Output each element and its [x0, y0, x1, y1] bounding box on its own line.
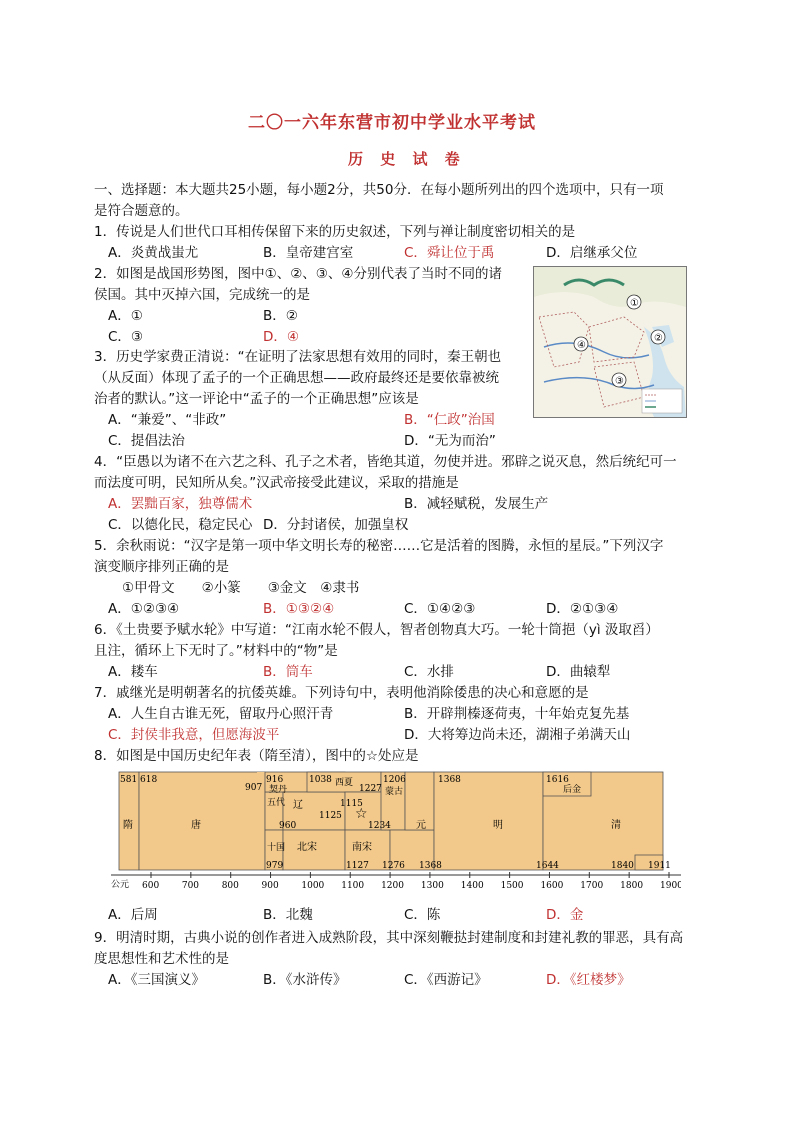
dynasty-liao: 辽	[293, 800, 303, 811]
question-stem-line2: 度思想性和艺术性的是	[94, 951, 229, 967]
year-label: 1227	[359, 784, 382, 794]
axis-tick-label: 700	[181, 881, 200, 891]
option-b: B．①③②④	[263, 601, 335, 617]
axis-prefix: 公元	[111, 880, 130, 890]
question-stem-line2: 且注，循环上下无时了。”材料中的“物”是	[94, 643, 338, 659]
axis-tick-label: 1900	[660, 881, 681, 891]
question-stem-line3: 治者的默认。”这一评论中“孟子的一个正确思想”应该是	[94, 391, 419, 407]
dynasty-beisong: 北宋	[297, 842, 317, 853]
year-label: 1206	[383, 775, 406, 785]
question-stem-line2: 演变顺序排列正确的是	[94, 559, 229, 575]
map-label-4: ④	[577, 340, 586, 351]
year-label: 1840	[611, 861, 634, 871]
dynasty-tang: 唐	[191, 820, 201, 831]
option-c: C．封侯非我意，但愿海波平	[108, 727, 280, 743]
dynasty-yuan: 元	[416, 820, 426, 831]
map-label-3: ③	[615, 376, 624, 387]
map-label-2: ②	[654, 333, 663, 344]
warring-states-map	[533, 266, 687, 418]
option-a: A．人生自古谁无死，留取丹心照汗青	[108, 706, 334, 722]
exam-title: 二〇一六年东营市初中学业水平考试	[248, 113, 536, 133]
option-d: D．金	[546, 907, 584, 923]
year-label: 1127	[346, 861, 369, 871]
option-d: D．曲辕犁	[546, 664, 611, 680]
year-label: 960	[279, 821, 297, 831]
option-b: B．②	[263, 308, 298, 324]
axis-tick-label: 1800	[620, 881, 644, 891]
year-label: 1616	[546, 775, 569, 785]
dynasty-xixia: 西夏	[335, 778, 354, 788]
dynasty-timeline	[111, 770, 681, 900]
question-8-stem: 8．如图是中国历史纪年表（隋至清），图中的☆处应是	[94, 748, 419, 764]
axis-tick-label: 1200	[381, 881, 404, 891]
section-intro-line2: 是符合题意的。	[94, 203, 189, 219]
question-stem-line2: （从反面）体现了孟子的一个正确思想——政府最终还是要依靠被统	[94, 370, 499, 386]
option-a: A．①②③④	[108, 601, 180, 617]
question-stem-line1: 6．《土贵要予赋水轮》中写道：“江南水轮不假人，智者创物真大巧。一轮十筒挹（yì 汲取舀）	[94, 622, 659, 638]
axis-tick-label: 1100	[341, 881, 365, 891]
year-label: 618	[140, 775, 158, 785]
exam-subtitle: 历 史 试 卷	[348, 150, 466, 168]
option-d: D．②①③④	[546, 601, 619, 617]
year-label: 1368	[419, 861, 442, 871]
option-a: A．罢黜百家，独尊儒术	[108, 496, 253, 512]
axis-tick-label: 1500	[500, 881, 524, 891]
question-stem-line1: 2．如图是战国形势图，图中①、②、③、④分别代表了当时不同的诸	[94, 266, 502, 282]
axis-tick-label: 800	[221, 881, 239, 891]
option-a: A．炎黄战蚩尤	[108, 245, 199, 261]
year-label: 916	[266, 775, 284, 785]
axis-tick-label: 1400	[460, 881, 484, 891]
option-a: A．后周	[108, 907, 158, 923]
question-stem: 7．戚继光是明朝著名的抗倭英雄。下列诗句中，表明他消除倭患的决心和意愿的是	[94, 685, 589, 701]
option-b: B．北魏	[263, 907, 313, 923]
option-d: D．④	[263, 329, 299, 345]
year-label: 1368	[438, 775, 461, 785]
year-label: 907	[245, 783, 263, 793]
option-b: B．减轻赋税，发展生产	[404, 496, 549, 512]
dynasty-qing: 清	[611, 820, 621, 831]
dynasty-wudai: 五代	[267, 798, 286, 808]
year-label: 1644	[536, 861, 559, 871]
axis-tick-label: 900	[261, 881, 279, 891]
axis-tick-label: 1600	[540, 881, 564, 891]
option-b: B．开辟荆榛逐荷夷，十年始克复先基	[404, 706, 630, 722]
dynasty-menggu: 蒙古	[385, 787, 404, 797]
option-d: D．大将筹边尚未还，湖湘子弟满天山	[404, 727, 631, 743]
year-label: 1911	[648, 861, 671, 871]
year-label: 979	[266, 861, 284, 871]
year-label: 1115	[340, 799, 363, 809]
question-stem-line1: 3．历史学家费正清说：“在证明了法家思想有效用的同时，秦王朝也	[94, 349, 502, 365]
option-c: C．舜让位于禹	[404, 245, 495, 261]
star-marker: ☆	[355, 806, 368, 822]
section-intro-line1: 一、选择题：本大题共25小题，每小题2分，共50分．在每小题所列出的四个选项中，只有一项	[94, 182, 664, 198]
year-label: 1038	[309, 775, 332, 785]
option-d: D．“无为而治”	[404, 433, 496, 449]
option-c: C．《西游记》	[404, 972, 488, 988]
question-stem-line2: 侯国。其中灭掉六国，完成统一的是	[94, 287, 310, 303]
dynasty-nansong: 南宋	[352, 842, 372, 853]
option-b: B．筒车	[263, 664, 313, 680]
question-stem-line1: 5．余秋雨说：“汉字是第一项中华文明长寿的秘密……它是活着的图腾，永恒的星辰。”下列汉字	[94, 538, 664, 554]
axis-tick-label: 600	[142, 881, 160, 891]
option-b: B．皇帝建宫室	[263, 245, 354, 261]
axis-tick-label: 1300	[420, 881, 444, 891]
dynasty-ming: 明	[493, 820, 503, 831]
dynasty-qidan: 契丹	[269, 785, 288, 795]
question-stem-line1: 9．明清时期，古典小说的创作者进入成熟阶段，其中深刻鞭挞封建制度和封建礼教的罪恶，具有高	[94, 930, 684, 946]
option-d: D．《红楼梦》	[546, 972, 631, 988]
year-label: 581	[120, 775, 138, 785]
option-c: C．③	[108, 329, 144, 345]
question-stem-line2: 而法度可明，民知所从矣。”汉武帝接受此建议，采取的措施是	[94, 475, 459, 491]
dynasty-shiguo: 十国	[267, 843, 286, 853]
year-label: 1234	[368, 821, 391, 831]
question-stem-line1: 4．“臣愚以为诸不在六艺之科、孔子之术者，皆绝其道，勿使并进。邪辟之说灭息，然后统纪可一	[94, 454, 677, 470]
option-d: D．分封诸侯，加强皇权	[263, 517, 409, 533]
year-label: 1276	[382, 861, 405, 871]
axis-tick-label: 1700	[580, 881, 604, 891]
axis-tick-label: 1000	[301, 881, 325, 891]
option-a: A．耧车	[108, 664, 158, 680]
question-stem: 1．传说是人们世代口耳相传保留下来的历史叙述，下列与禅让制度密切相关的是	[94, 224, 576, 240]
timeline-drawing	[111, 770, 681, 900]
year-label: 1125	[319, 811, 342, 821]
question-items: ①甲骨文 ②小篆 ③金文 ④隶书	[122, 580, 360, 596]
dynasty-houjin: 后金	[563, 785, 582, 795]
option-a: A．“兼爱”、“非政”	[108, 412, 227, 428]
option-a: A．《三国演义》	[108, 972, 205, 988]
option-a: A．①	[108, 308, 143, 324]
map-label-1: ①	[630, 298, 639, 309]
map-drawing	[534, 267, 686, 417]
option-c: C．以德化民，稳定民心	[108, 517, 253, 533]
option-c: C．提倡法治	[108, 433, 185, 449]
dynasty-sui: 隋	[123, 820, 133, 831]
option-b: B．《水浒传》	[263, 972, 347, 988]
option-c: C．陈	[404, 907, 441, 923]
option-d: D．启继承父位	[546, 245, 638, 261]
option-b: B．“仁政”治国	[404, 412, 495, 428]
option-c: C．①④②③	[404, 601, 476, 617]
option-c: C．水排	[404, 664, 454, 680]
